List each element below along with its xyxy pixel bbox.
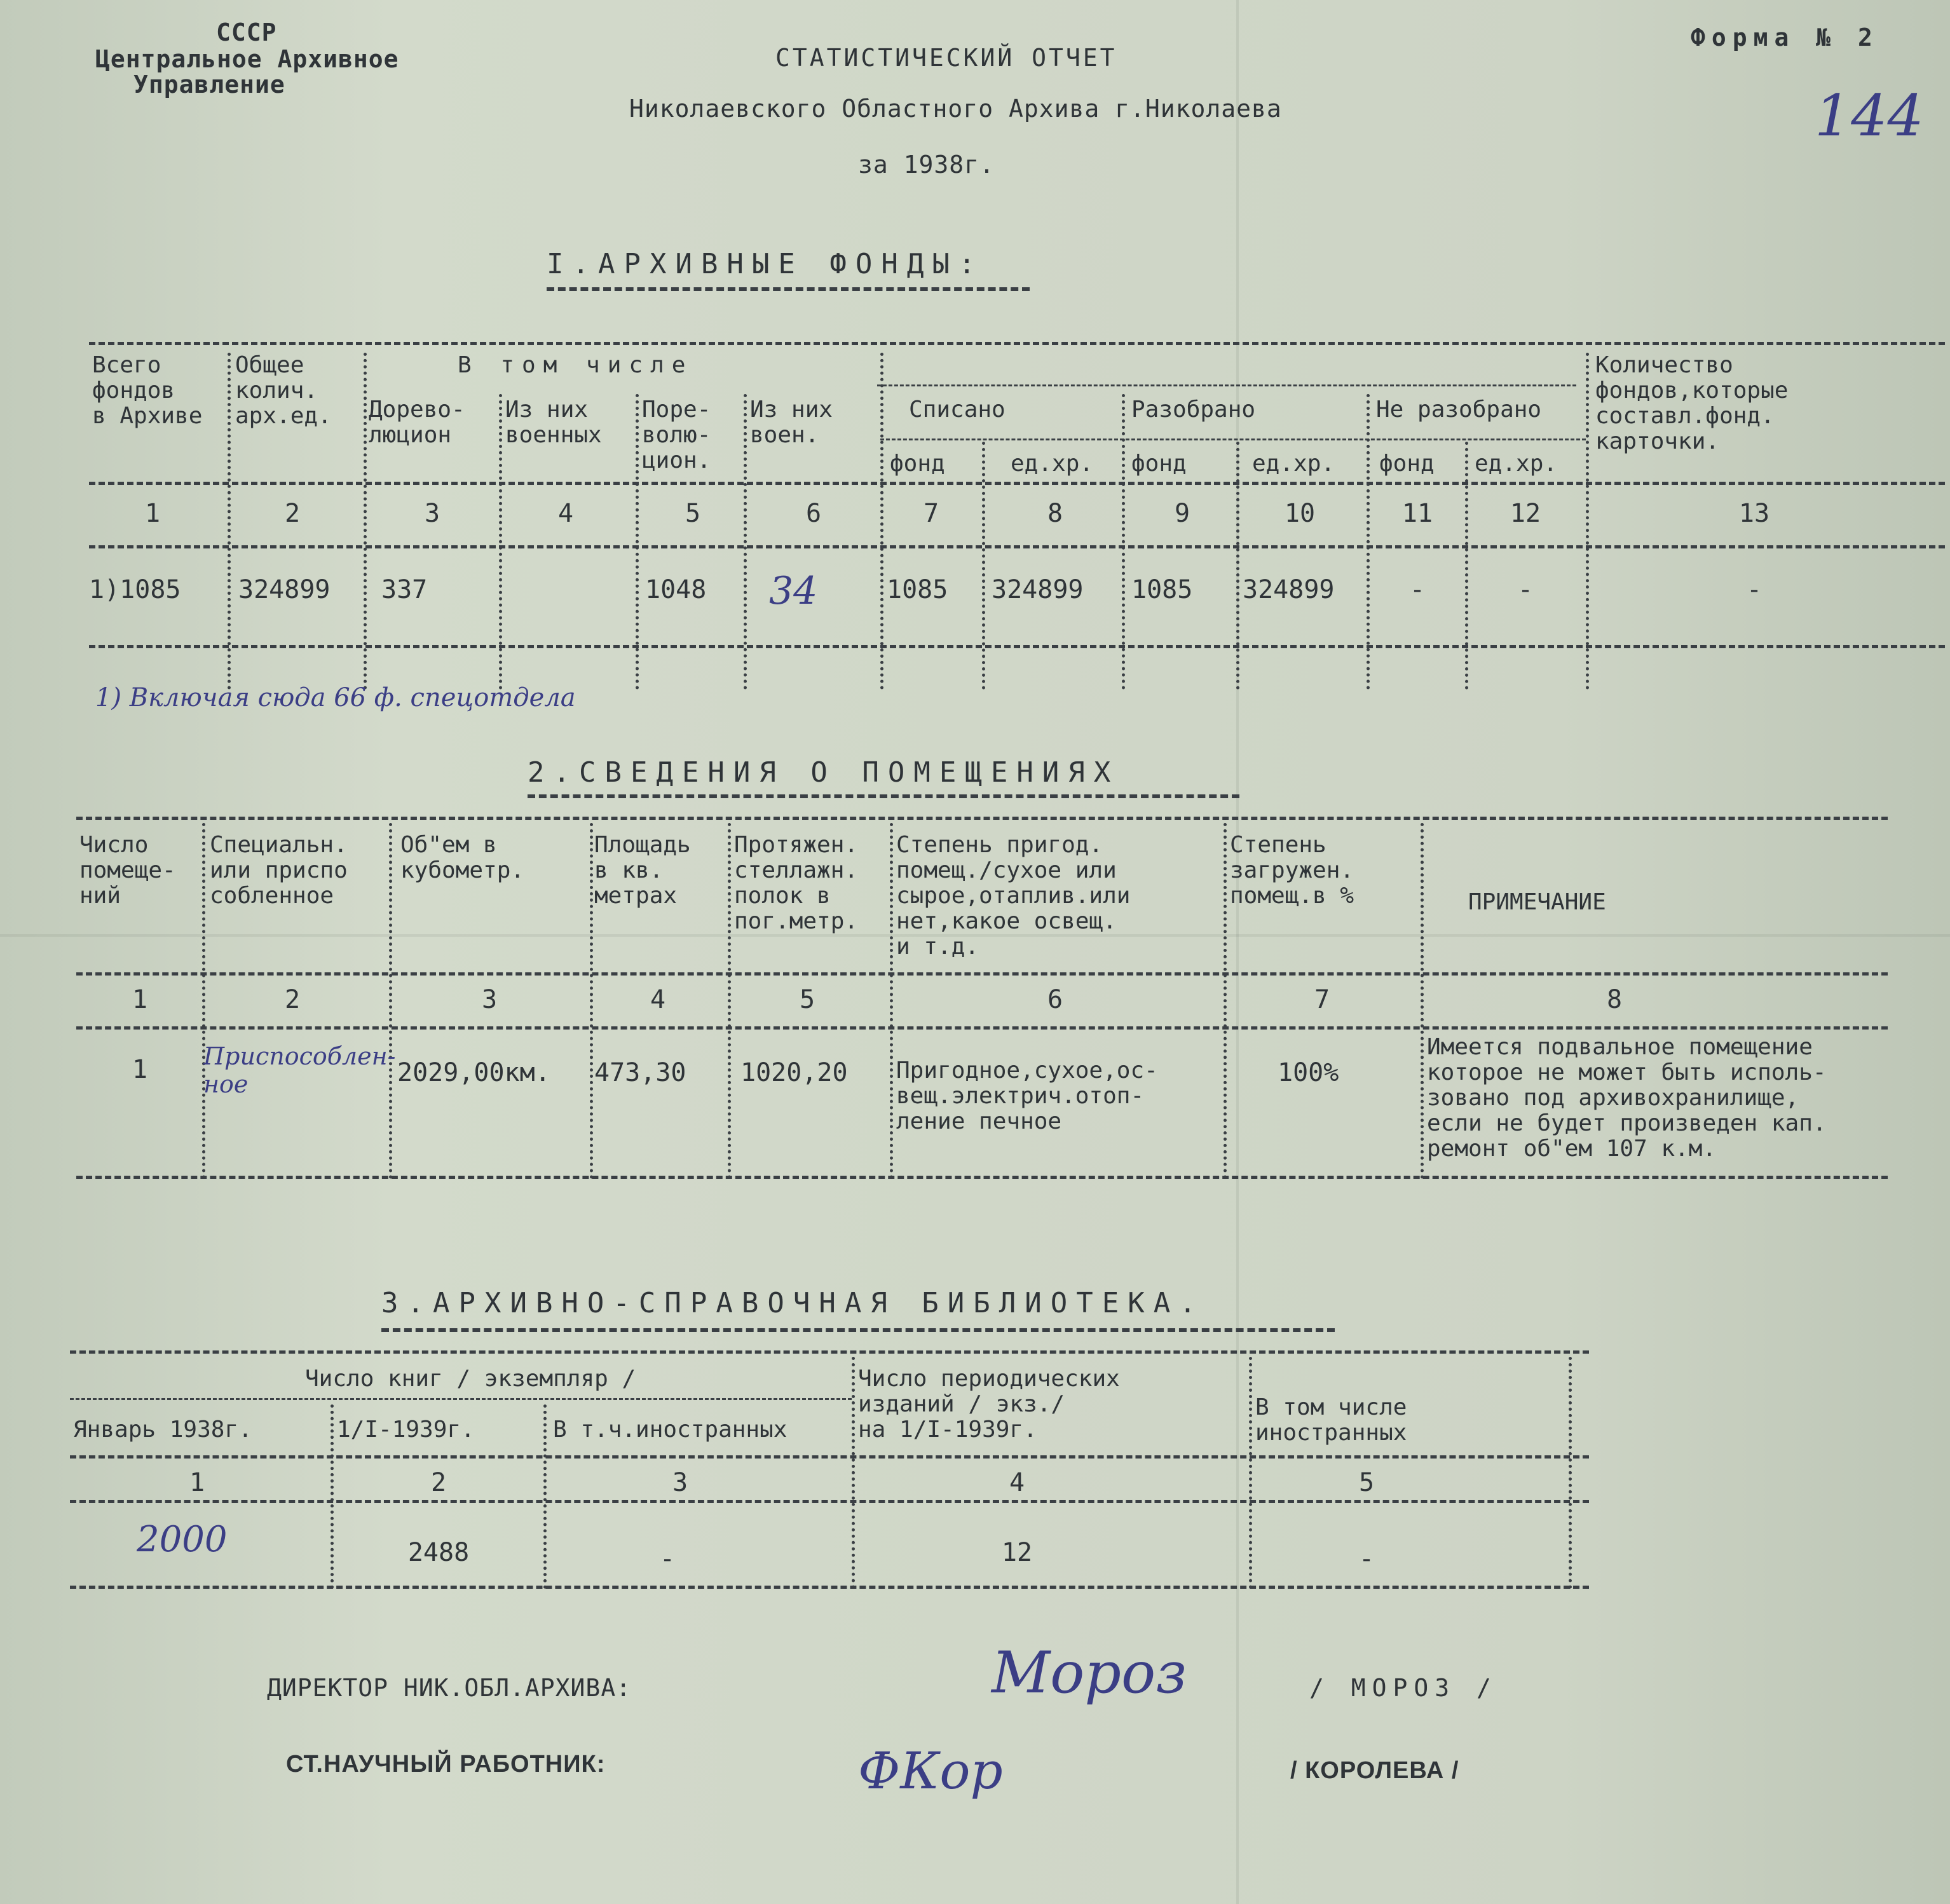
row-postrev: 1048 (645, 575, 707, 604)
table2-numbers-bottom (76, 1026, 1888, 1030)
col-razobrano-fond: фонд (1131, 451, 1187, 477)
num3-2: 2 (430, 1468, 447, 1497)
page-number: 144 (1815, 83, 1924, 149)
report-title: СТАТИСТИЧЕСКИЙ ОТЧЕТ (775, 44, 1117, 72)
table2-divider (728, 823, 731, 1179)
table2-divider (1224, 823, 1227, 1179)
worker-signature: ФКор (858, 1741, 1003, 1800)
num3-3: 3 (672, 1468, 688, 1497)
col-postrev-mil: Из них воен. (750, 397, 833, 448)
table1-divider (982, 442, 985, 690)
table2-divider (389, 823, 392, 1179)
num2-5: 5 (799, 985, 815, 1014)
num-12: 12 (1510, 499, 1541, 528)
col-group-incl: В том числе (458, 352, 693, 378)
num2-1: 1 (132, 985, 148, 1014)
num2-6: 6 (1047, 985, 1063, 1014)
col-prerev-mil: Из них военных (505, 397, 602, 448)
section3-title: 3.АРХИВНО-СПРАВОЧНАЯ БИБЛИОТЕКА. (381, 1287, 1205, 1319)
col-note: ПРИМЕЧАНИЕ (1468, 889, 1606, 915)
col-total-units: Общее колич. арх.ед. (235, 352, 332, 429)
col-shelves: Протяжен. стеллажн. полок в пог.метр. (734, 832, 859, 934)
row2-area: 473,30 (594, 1058, 686, 1087)
table1-divider (1122, 394, 1125, 690)
col-periodicals-foreign: В том числе иностранных (1255, 1394, 1407, 1446)
table2-bottom-line (76, 1176, 1888, 1179)
section2-title: 2.СВЕДЕНИЯ О ПОМЕЩЕНИЯХ (528, 756, 1120, 789)
num-7: 7 (923, 499, 939, 528)
col-jan-1939: 1/I-1939г. (337, 1417, 475, 1443)
table1-divider (228, 353, 231, 690)
num-4: 4 (557, 499, 574, 528)
section1-title: I.АРХИВНЫЕ ФОНДЫ: (547, 248, 985, 280)
col-volume: Об"ем в кубометр. (400, 832, 525, 883)
num-9: 9 (1174, 499, 1190, 528)
col-razobrano-ed: ед.хр. (1252, 451, 1335, 477)
row-ne-fond: - (1409, 575, 1426, 604)
table1-divider (744, 394, 747, 690)
row-razobrano-ed: 324899 (1243, 575, 1335, 604)
row3-periodicals: 12 (1001, 1538, 1033, 1567)
row2-volume: 2029,00км. (397, 1058, 550, 1087)
col-spisano-fond: фонд (890, 451, 945, 477)
num-2: 2 (284, 499, 301, 528)
section2-title-underline (528, 794, 1239, 798)
table3-divider (331, 1404, 334, 1589)
num3-1: 1 (189, 1468, 205, 1497)
row-total-units: 324899 (238, 575, 331, 604)
row3-jan-1939: 2488 (407, 1538, 470, 1567)
row3-periodicals-foreign: - (1358, 1544, 1375, 1574)
num-1: 1 (144, 499, 161, 528)
report-subtitle: Николаевского Областного Архива г.Николаева (629, 95, 1282, 123)
table2-header-bottom (76, 972, 1888, 976)
num3-4: 4 (1009, 1468, 1025, 1497)
col-prerev: Дорево- люцион (369, 397, 465, 448)
num2-8: 8 (1606, 985, 1623, 1014)
num3-5: 5 (1358, 1468, 1375, 1497)
col-group-razobrano: Разобрано (1131, 397, 1256, 423)
row-ne-ed: - (1517, 575, 1534, 604)
row-razobrano-fond: 1085 (1131, 575, 1193, 604)
col-foreign: В т.ч.иностранных (553, 1417, 788, 1443)
num-8: 8 (1047, 499, 1063, 528)
table1-top-line (89, 342, 1945, 345)
col-jan-1938: Январь 1938г. (73, 1417, 252, 1443)
col-group-spisano: Списано (909, 397, 1006, 423)
table1-divider (636, 394, 639, 690)
org-line-2: Центральное Архивное (95, 45, 399, 73)
num-13: 13 (1738, 499, 1770, 528)
col-group-ne-razobrano: Не разобрано (1376, 397, 1542, 423)
row2-shelves: 1020,20 (740, 1058, 848, 1087)
org-line-1: СССР (216, 18, 277, 46)
col-postrev: Поре- волю- цион. (642, 397, 711, 473)
report-period: за 1938г. (858, 151, 995, 179)
worker-label: СТ.НАУЧНЫЙ РАБОТНИК: (286, 1751, 606, 1778)
director-name: / МОРОЗ / (1309, 1674, 1497, 1702)
worker-name: / КОРОЛЕВА / (1290, 1757, 1459, 1784)
col-area: Площадь в кв. метрах (594, 832, 691, 909)
row-postrev-mil: 34 (769, 569, 818, 613)
row-total-funds: 1)1085 (89, 575, 181, 604)
row-prerev: 337 (381, 575, 428, 604)
num-6: 6 (805, 499, 822, 528)
table1-header-bottom (89, 482, 1945, 485)
col-suitability: Степень пригод. помещ./сухое или сырое,отаплив.или нет,какое освещ. и т.д. (896, 832, 1131, 960)
table2-divider (590, 823, 593, 1179)
table3-bottom-line (70, 1586, 1589, 1589)
table3-divider (1569, 1357, 1572, 1589)
table3-sub-line (70, 1398, 852, 1400)
table3-top-line (70, 1350, 1589, 1354)
row3-jan-1938: 2000 (137, 1519, 228, 1560)
num-3: 3 (424, 499, 440, 528)
table1-divider (1465, 442, 1468, 690)
num-5: 5 (685, 499, 701, 528)
section1-title-underline (547, 287, 1030, 291)
table1-numbers-bottom (89, 545, 1945, 548)
col-load: Степень загружен. помещ.в % (1230, 832, 1354, 909)
director-label: ДИРЕКТОР НИК.ОБЛ.АРХИВА: (267, 1674, 632, 1702)
num2-4: 4 (650, 985, 666, 1014)
section3-title-underline (381, 1328, 1335, 1332)
table1-bottom-line (89, 645, 1945, 648)
table1-divider (364, 353, 367, 690)
col-books: Число книг / экземпляр / (305, 1366, 636, 1392)
num-10: 10 (1284, 499, 1316, 528)
row2-special-handwritten: Приспособлен- ное (203, 1042, 396, 1098)
num-11: 11 (1401, 499, 1433, 528)
table1-divider (1367, 394, 1370, 690)
table1-divider (1236, 442, 1239, 690)
row3-foreign: - (659, 1544, 676, 1574)
col-special: Специальн. или приспо собленное (210, 832, 348, 909)
director-signature: Мороз (992, 1640, 1187, 1706)
table1-group-line (877, 384, 1576, 386)
col-spisano-ed: ед.хр. (1011, 451, 1094, 477)
row2-suitability: Пригодное,сухое,ос- вещ.электрич.отоп- ление печное (896, 1057, 1158, 1134)
paper-fold-vertical (1236, 0, 1239, 1904)
num2-7: 7 (1314, 985, 1330, 1014)
row2-note: Имеется подвальное помещение которое не может быть исполь- зовано под архивохранилище, если не будет произведен кап. ремонт об"ем 107 к.м. (1427, 1034, 1827, 1162)
form-label: Форма № 2 (1691, 24, 1879, 51)
col-premises-count: Число помеще- ний (79, 832, 176, 909)
col-ne-fond: фонд (1379, 451, 1435, 477)
org-line-3: Управление (133, 71, 285, 99)
table2-divider (202, 823, 205, 1179)
table2-top-line (76, 817, 1888, 820)
row2-load: 100% (1278, 1058, 1339, 1087)
col-ne-ed: ед.хр. (1475, 451, 1558, 477)
table3-header-bottom (70, 1455, 1589, 1459)
table1-divider (880, 353, 883, 690)
table1-divider (1586, 353, 1589, 690)
row2-count: 1 (132, 1055, 148, 1084)
num2-2: 2 (284, 985, 301, 1014)
table3-numbers-bottom (70, 1500, 1589, 1503)
table2-divider (890, 823, 893, 1179)
table3-divider (1249, 1357, 1252, 1589)
col-periodicals: Число периодических изданий / экз./ на 1/I-1939г. (858, 1366, 1120, 1443)
num2-3: 3 (481, 985, 498, 1014)
col-total-funds: Всего фондов в Архиве (92, 352, 203, 429)
col-cards: Количество фондов,которые составл.фонд. карточки. (1595, 352, 1789, 454)
table1-divider (499, 394, 502, 690)
table3-divider (852, 1357, 855, 1589)
footnote-handwritten: 1) Включая сюда 66 ф. спецотдела (95, 683, 576, 712)
table1-sub-line (880, 439, 1586, 440)
table3-divider (543, 1404, 547, 1589)
table2-divider (1421, 823, 1424, 1179)
row-cards: - (1746, 575, 1762, 604)
row-spisano-fond: 1085 (887, 575, 948, 604)
row-spisano-ed: 324899 (992, 575, 1084, 604)
